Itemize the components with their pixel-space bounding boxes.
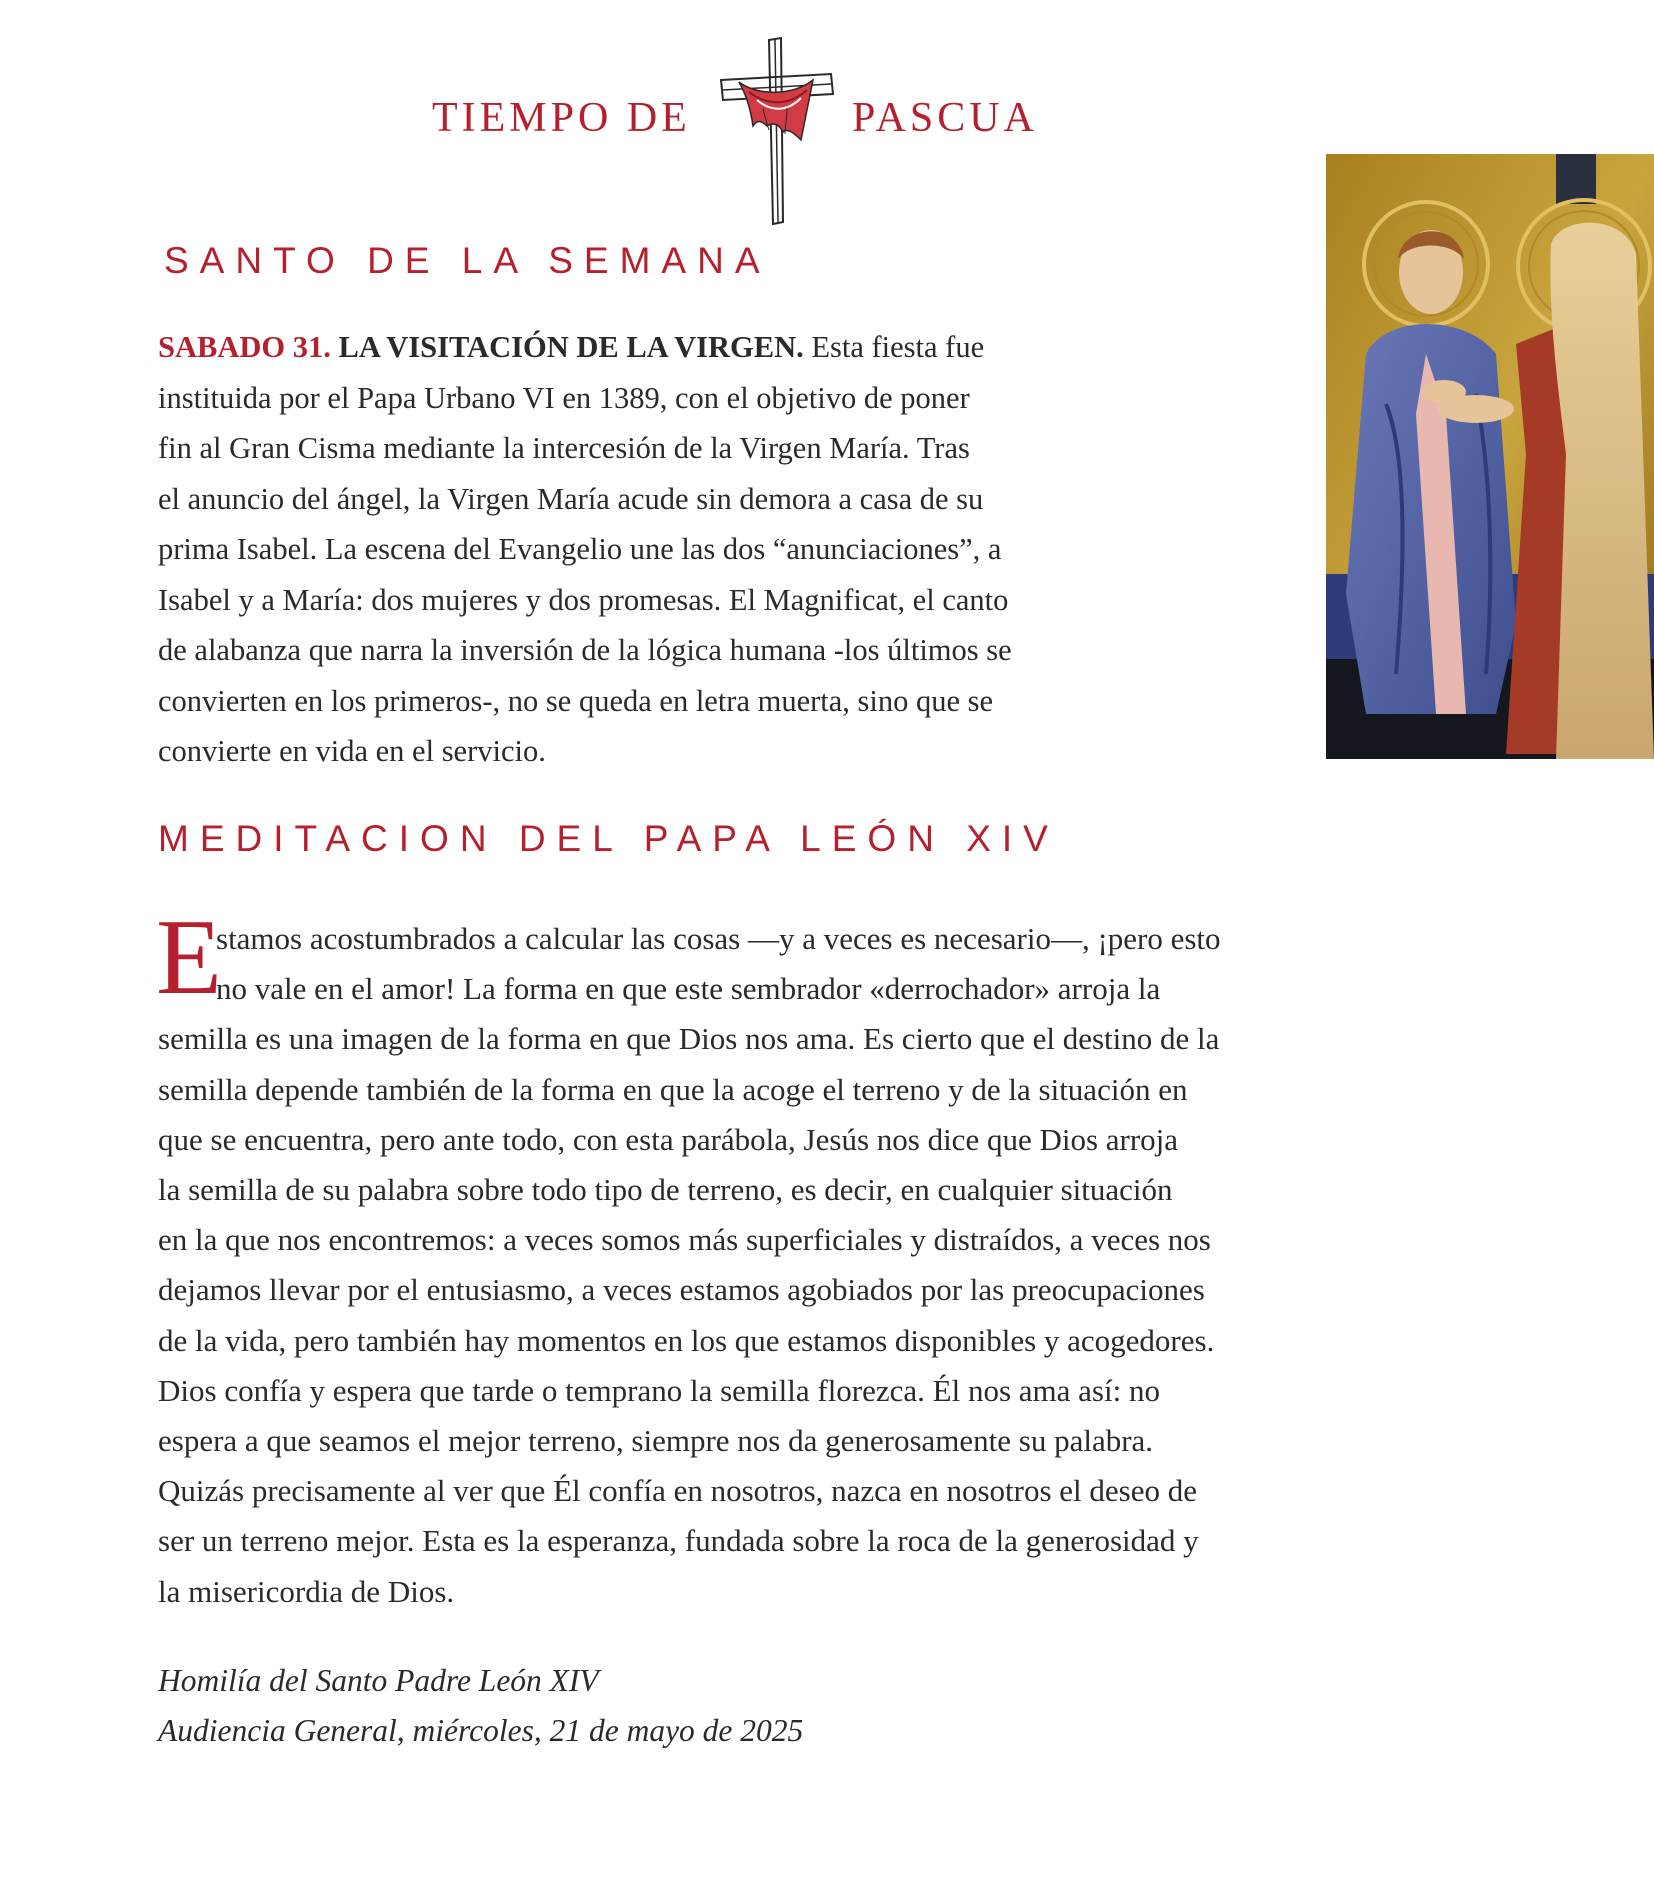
meditation-line: la misericordia de Dios. (158, 1573, 455, 1609)
citation-line-1: Homilía del Santo Padre León XIV (158, 1663, 599, 1698)
meditation-line: en la que nos encontremos: a veces somos más superficiales y distraídos, a veces nos (158, 1222, 1211, 1258)
meditation-line: dejamos llevar por el entusiasmo, a veces estamos agobiados por las preocupaciones (158, 1272, 1205, 1308)
drop-cap: E (156, 898, 222, 1017)
visitation-painting (1326, 154, 1654, 759)
saint-date: SABADO 31. (158, 330, 331, 364)
saint-line: Isabel y a María: dos mujeres y dos promesas. El Magnificat, el canto (158, 582, 1009, 617)
saint-line-1 (158, 322, 1298, 373)
meditation-line: de la vida, pero también hay momentos en los que estamos disponibles y acogedores. (158, 1322, 1215, 1358)
saint-line: convierte en vida en el servicio. (158, 734, 546, 768)
saint-line: fin al Gran Cisma mediante la intercesión de la Virgen María. Tras (158, 431, 970, 465)
header-title-right: PASCUA (852, 95, 1038, 141)
meditation-section-title: MEDITACION DEL PAPA LEÓN XIV (158, 818, 1059, 859)
citation-line-2: Audiencia General, miércoles, 21 de mayo de 2025 (158, 1713, 804, 1748)
meditation-line: no vale en el amor! La forma en que este sembrador «derrochador» arroja la (216, 971, 1161, 1007)
saint-line: instituida por el Papa Urbano VI en 1389, con el objetivo de poner (158, 380, 970, 415)
saint-feast-name: LA VISITACIÓN DE LA VIRGEN. (338, 330, 804, 364)
saint-paragraph (158, 322, 1298, 777)
meditation-line: stamos acostumbrados a calcular las cosas —y a veces es necesario—, ¡pero esto (216, 921, 1221, 956)
saint-line: prima Isabel. La escena del Evangelio une las dos “anunciaciones”, a (158, 532, 1002, 566)
header-title-left: TIEMPO DE (432, 95, 691, 141)
meditation-line: Dios confía y espera que tarde o temprano la semilla florezca. Él nos ama así: no (158, 1372, 1160, 1408)
saint-section-title: SANTO DE LA SEMANA (164, 240, 771, 281)
citation (158, 1656, 803, 1756)
meditation-line: ser un terreno mejor. Esta es la esperanza, fundada sobre la roca de la generosidad y (158, 1523, 1199, 1559)
cross-with-red-cloth-icon (717, 36, 837, 226)
saint-line: el anuncio del ángel, la Virgen María acude sin demora a casa de su (158, 481, 984, 516)
meditation-line: la semilla de su palabra sobre todo tipo de terreno, es decir, en cualquier situación (158, 1172, 1173, 1208)
saint-line: convierten en los primeros-, no se queda en letra muerta, sino que se (158, 683, 994, 718)
meditation-line: Quizás precisamente al ver que Él confía en nosotros, nazca en nosotros el deseo de (158, 1473, 1197, 1509)
meditation-paragraph (158, 914, 1518, 1617)
meditation-line: espera a que seamos el mejor terreno, siempre nos da generosamente su palabra. (158, 1423, 1154, 1459)
saint-line-text: Esta fiesta fue (803, 330, 985, 364)
meditation-line: que se encuentra, pero ante todo, con esta parábola, Jesús nos dice que Dios arroja (158, 1121, 1179, 1157)
saint-line: de alabanza que narra la inversión de la lógica humana -los últimos se (158, 633, 1012, 667)
meditation-line: semilla es una imagen de la forma en que Dios nos ama. Es cierto que el destino de la (158, 1021, 1220, 1057)
meditation-line: semilla depende también de la forma en que la acoge el terreno y de la situación en (158, 1071, 1188, 1107)
